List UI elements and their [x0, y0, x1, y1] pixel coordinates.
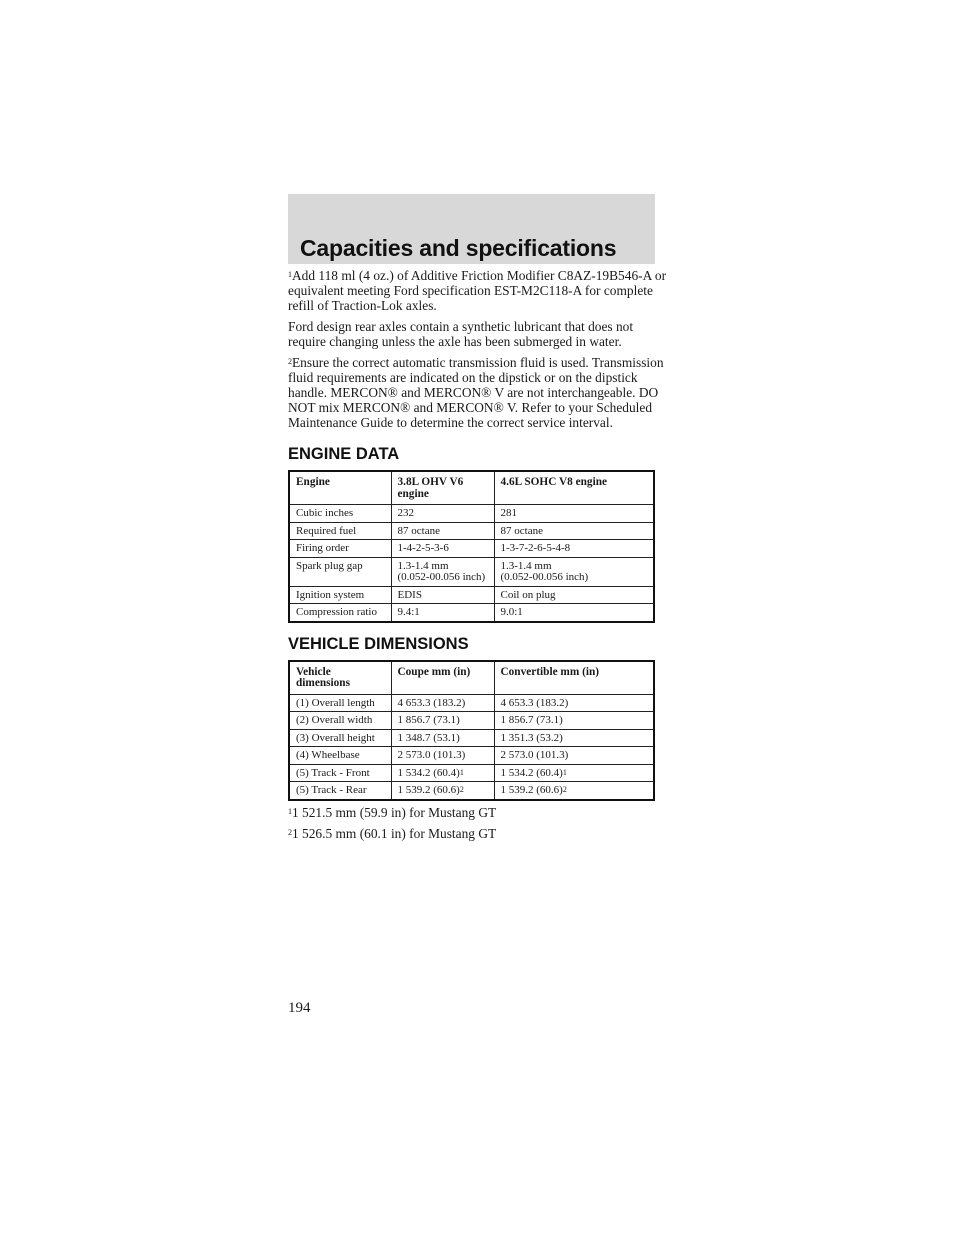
footnote-text: 1 526.5 mm (60.1 in) for Mustang GT — [292, 825, 497, 841]
table-cell: 4 653.3 (183.2) — [494, 694, 654, 712]
table-cell: 9.4:1 — [391, 604, 494, 622]
column-header: Coupe mm (in) — [391, 661, 494, 695]
table-row — [289, 604, 654, 622]
page-content — [288, 268, 668, 847]
engine-data-table — [288, 470, 655, 623]
page-number: 194 — [288, 1000, 311, 1016]
table-cell: 9.0:1 — [494, 604, 654, 622]
table-cell: EDIS — [391, 586, 494, 604]
engine-data-heading: ENGINE DATA — [288, 445, 400, 463]
table-cell: Spark plug gap — [289, 557, 391, 586]
table-cell: Ignition system — [289, 586, 391, 604]
table-row — [289, 586, 654, 604]
table-cell: (5) Track - Front — [289, 764, 391, 782]
spark-gap-inch: (0.052-00.056 inch) — [397, 571, 486, 583]
column-header: Vehicle dimensions — [289, 661, 391, 695]
table-cell — [494, 764, 654, 782]
vehicle-dimensions-table — [288, 660, 655, 801]
dimension-footnote-1 — [288, 805, 668, 820]
table-cell: 1 856.7 (73.1) — [494, 712, 654, 730]
footnote-1-text: Add 118 ml (4 oz.) of Additive Friction Modifier C8AZ-19B546-A or equivalent meeting Ford specification EST-M2C118-A for complete refill of Traction-Lok axles. — [288, 268, 667, 313]
column-header: 4.6L SOHC V8 engine — [494, 471, 654, 505]
table-row — [289, 694, 654, 712]
table-cell — [391, 764, 494, 782]
table-cell — [391, 782, 494, 800]
dimension-footnote-2 — [288, 826, 668, 841]
table-cell: 1 351.3 (53.2) — [494, 729, 654, 747]
table-cell — [391, 557, 494, 586]
footnote-marker: 2 — [459, 785, 464, 794]
table-row — [289, 747, 654, 765]
table-cell: Cubic inches — [289, 505, 391, 523]
column-header: Engine — [289, 471, 391, 505]
table-cell: 2 573.0 (101.3) — [391, 747, 494, 765]
table-row — [289, 764, 654, 782]
footnote-text: 1 521.5 mm (59.9 in) for Mustang GT — [292, 804, 497, 820]
track-front-convertible: 1 534.2 (60.4) — [500, 766, 563, 779]
table-row — [289, 557, 654, 586]
table-row — [289, 522, 654, 540]
table-row — [289, 712, 654, 730]
table-cell: 1 856.7 (73.1) — [391, 712, 494, 730]
table-header-row — [289, 471, 654, 505]
footnote-2-text: Ensure the correct automatic transmission fluid is used. Transmission fluid requirements are indicated on the dipstick or on the dipstick handle. MERCON® and MERCON® V are not interchangeable. DO NOT mix MERCON® and MERCON® V. Refer to your Scheduled Maintenance Guide to determine the correct service interval. — [288, 355, 664, 430]
footnote-marker: 1 — [459, 767, 464, 777]
column-header: Convertible mm (in) — [494, 661, 654, 695]
footnote-marker: 2 — [562, 785, 567, 794]
table-cell — [494, 557, 654, 586]
table-cell: 1 348.7 (53.1) — [391, 729, 494, 747]
table-cell: 281 — [494, 505, 654, 523]
footnote-2-paragraph — [288, 355, 668, 430]
track-rear-coupe: 1 539.2 (60.6) — [397, 784, 460, 796]
table-cell: (5) Track - Rear — [289, 782, 391, 800]
table-cell: 2 573.0 (101.3) — [494, 747, 654, 765]
spark-gap-mm: 1.3-1.4 mm — [500, 559, 552, 572]
table-cell: 87 octane — [391, 522, 494, 540]
table-cell: (1) Overall length — [289, 694, 391, 712]
footnote-1-paragraph — [288, 268, 668, 313]
table-cell: 4 653.3 (183.2) — [391, 694, 494, 712]
footnote-marker: 1 — [562, 767, 567, 777]
table-cell: 1-3-7-2-6-5-4-8 — [494, 540, 654, 558]
table-cell: Firing order — [289, 540, 391, 558]
spark-gap-mm: 1.3-1.4 mm — [397, 559, 449, 572]
table-header-row — [289, 661, 654, 695]
track-rear-convertible: 1 539.2 (60.6) — [500, 784, 563, 796]
footnote-marker: 1 — [288, 270, 292, 279]
table-cell: 1-4-2-5-3-6 — [391, 540, 494, 558]
table-row — [289, 729, 654, 747]
table-row — [289, 782, 654, 800]
table-cell: (3) Overall height — [289, 729, 391, 747]
column-header: 3.8L OHV V6 engine — [391, 471, 494, 505]
footnote-marker: 2 — [288, 357, 292, 366]
table-cell: Compression ratio — [289, 604, 391, 622]
footnote-marker: 1 — [288, 806, 292, 816]
table-cell: 87 octane — [494, 522, 654, 540]
vehicle-dimensions-heading: VEHICLE DIMENSIONS — [288, 634, 469, 653]
table-cell: Required fuel — [289, 522, 391, 540]
table-cell: (2) Overall width — [289, 712, 391, 730]
section-header — [288, 194, 655, 264]
synthetic-lubricant-paragraph: Ford design rear axles contain a synthetic lubricant that does not require changing unless the axle has been submerged in water. — [288, 319, 634, 349]
table-cell: (4) Wheelbase — [289, 747, 391, 765]
track-front-coupe: 1 534.2 (60.4) — [397, 766, 460, 779]
table-cell: Coil on plug — [494, 586, 654, 604]
spark-gap-inch: (0.052-00.056 inch) — [500, 571, 589, 583]
table-cell: 232 — [391, 505, 494, 523]
table-row — [289, 540, 654, 558]
footnote-marker: 2 — [288, 827, 292, 837]
table-cell — [494, 782, 654, 800]
page-title: Capacities and specifications — [300, 235, 617, 261]
table-row — [289, 505, 654, 523]
